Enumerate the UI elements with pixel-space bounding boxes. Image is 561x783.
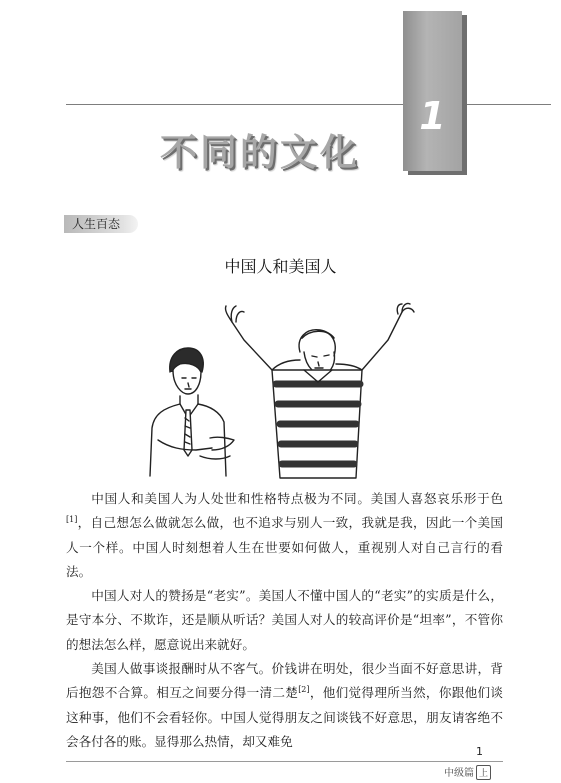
article-title: 中国人和美国人 [224, 257, 337, 276]
chapter-title: 不同的文化 [160, 131, 360, 174]
section-tag: 人生百态 [64, 215, 138, 233]
footer-book-label [444, 764, 491, 780]
footer-rule [66, 761, 503, 762]
chapter-number: 1 [419, 94, 446, 138]
paragraph-3-part-2: ，他们觉得理所当然，你跟他们谈这种事，他们不会看轻你。中国人觉得朋友之间谈钱不好意思，朋友请客绝不会各付各的账。显得那么热情，却又难免 [66, 685, 504, 749]
paragraph-3-part-1: 美国人做事谈报酬时从不客气。价钱讲在明处，很少当面不好意思讲，背后抱怨不合算。相互之间要分得一清二楚 [66, 661, 503, 701]
footnote-ref-2[interactable]: [2] [298, 685, 310, 695]
two-men-illustration [140, 300, 420, 480]
body-text [66, 487, 503, 754]
paragraph-2-text: 中国人对人的赞扬是“老实”。美国人不懂中国人的“老实”的实质是什么，是守本分、不欺诈，还是顺从听话？美国人对人的较高评价是“坦率”，不管你的想法怎么样，愿意说出来就好。 [66, 588, 503, 652]
footnote-ref-1[interactable]: [1] [66, 515, 78, 525]
volume-badge: 上 [476, 765, 491, 780]
paragraph-3 [66, 657, 503, 754]
paragraph-1 [66, 487, 503, 584]
paragraph-1-part-1: 中国人和美国人为人处世和性格特点极为不同。美国人喜怒哀乐形于色 [91, 491, 503, 506]
page-number: 1 [476, 745, 483, 758]
book-level: 中级篇 [444, 768, 474, 779]
paragraph-1-part-2: ，自己想怎么做就怎么做，也不追求与别人一致，我就是我，因此一个美国人一个样。中国人时刻想着人生在世要如何做人，重视别人对自己言行的看法。 [66, 515, 503, 579]
paragraph-2 [66, 584, 503, 657]
header-rule [66, 104, 551, 105]
chapter-tab [403, 11, 462, 171]
